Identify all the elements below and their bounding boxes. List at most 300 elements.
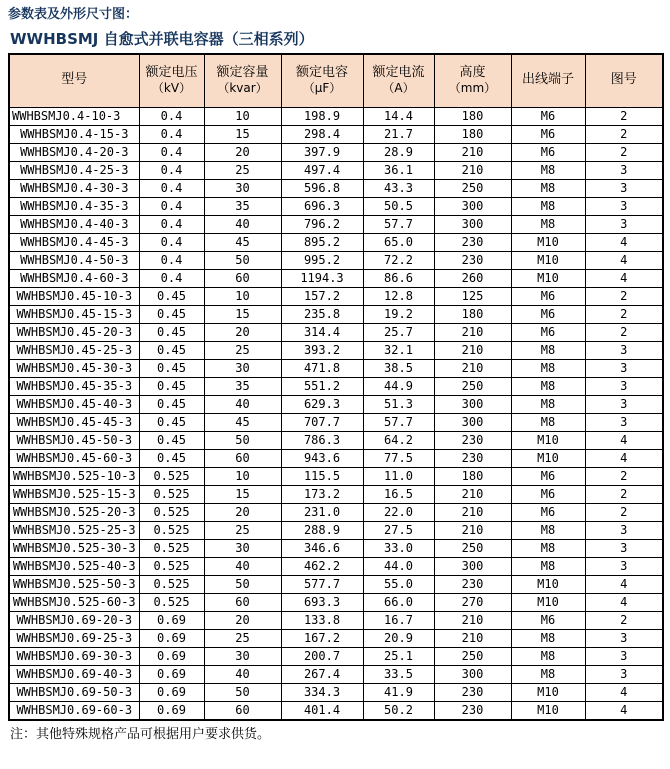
cell-rated-current: 50.2 <box>363 701 434 720</box>
cell-terminal: M10 <box>511 683 585 701</box>
cell-rated-capacity: 30 <box>204 359 281 377</box>
cell-terminal: M10 <box>511 575 585 593</box>
cell-rated-capacitance: 462.2 <box>281 557 363 575</box>
cell-figure-no: 2 <box>585 287 663 305</box>
cell-figure-no: 2 <box>585 485 663 503</box>
cell-rated-capacitance: 298.4 <box>281 125 363 143</box>
cell-rated-current: 12.8 <box>363 287 434 305</box>
cell-figure-no: 2 <box>585 107 663 125</box>
column-header-rated-capacity <box>204 54 281 108</box>
cell-rated-current: 44.0 <box>363 557 434 575</box>
column-header-terminal <box>511 54 585 108</box>
column-header-height <box>434 54 511 108</box>
cell-rated-current: 14.4 <box>363 107 434 125</box>
cell-figure-no: 3 <box>585 197 663 215</box>
cell-rated-voltage: 0.525 <box>139 557 204 575</box>
cell-height: 230 <box>434 233 511 251</box>
column-label: 型号 <box>61 72 88 88</box>
table-row <box>9 467 663 485</box>
cell-rated-capacity: 35 <box>204 197 281 215</box>
cell-rated-capacitance: 397.9 <box>281 143 363 161</box>
table-row <box>9 683 663 701</box>
cell-model: WWHBSMJ0.69-40-3 <box>9 665 139 683</box>
cell-height: 210 <box>434 629 511 647</box>
cell-figure-no: 2 <box>585 467 663 485</box>
cell-model: WWHBSMJ0.69-50-3 <box>9 683 139 701</box>
cell-rated-current: 38.5 <box>363 359 434 377</box>
cell-rated-capacitance: 198.9 <box>281 107 363 125</box>
cell-model: WWHBSMJ0.45-50-3 <box>9 431 139 449</box>
cell-rated-voltage: 0.525 <box>139 503 204 521</box>
column-unit: （mm） <box>448 81 497 96</box>
cell-model: WWHBSMJ0.4-60-3 <box>9 269 139 287</box>
cell-rated-capacity: 60 <box>204 269 281 287</box>
cell-rated-current: 55.0 <box>363 575 434 593</box>
cell-model: WWHBSMJ0.525-50-3 <box>9 575 139 593</box>
cell-rated-capacity: 20 <box>204 143 281 161</box>
cell-model: WWHBSMJ0.45-40-3 <box>9 395 139 413</box>
cell-height: 300 <box>434 665 511 683</box>
cell-rated-capacitance: 895.2 <box>281 233 363 251</box>
cell-figure-no: 3 <box>585 215 663 233</box>
cell-height: 300 <box>434 557 511 575</box>
table-row <box>9 287 663 305</box>
cell-figure-no: 2 <box>585 143 663 161</box>
cell-rated-current: 32.1 <box>363 341 434 359</box>
cell-model: WWHBSMJ0.69-60-3 <box>9 701 139 720</box>
page-title: 参数表及外形尺寸图： <box>8 7 139 22</box>
cell-height: 300 <box>434 413 511 431</box>
cell-rated-capacity: 30 <box>204 539 281 557</box>
column-header-model <box>9 54 139 108</box>
cell-rated-voltage: 0.4 <box>139 179 204 197</box>
cell-rated-current: 25.7 <box>363 323 434 341</box>
cell-rated-capacity: 20 <box>204 323 281 341</box>
cell-model: WWHBSMJ0.4-30-3 <box>9 179 139 197</box>
cell-rated-voltage: 0.69 <box>139 683 204 701</box>
column-label: 额定容量 <box>216 64 269 80</box>
cell-rated-capacitance: 796.2 <box>281 215 363 233</box>
cell-rated-capacity: 30 <box>204 647 281 665</box>
cell-model: WWHBSMJ0.525-40-3 <box>9 557 139 575</box>
cell-terminal: M10 <box>511 233 585 251</box>
cell-height: 250 <box>434 179 511 197</box>
column-unit: （kV） <box>151 81 192 96</box>
cell-figure-no: 4 <box>585 431 663 449</box>
table-row <box>9 611 663 629</box>
cell-rated-voltage: 0.45 <box>139 287 204 305</box>
cell-rated-capacitance: 629.3 <box>281 395 363 413</box>
table-row <box>9 557 663 575</box>
cell-height: 210 <box>434 161 511 179</box>
cell-rated-capacitance: 157.2 <box>281 287 363 305</box>
cell-rated-capacity: 20 <box>204 503 281 521</box>
cell-rated-current: 57.7 <box>363 413 434 431</box>
cell-height: 210 <box>434 611 511 629</box>
cell-model: WWHBSMJ0.69-20-3 <box>9 611 139 629</box>
cell-model: WWHBSMJ0.525-15-3 <box>9 485 139 503</box>
cell-rated-capacitance: 346.6 <box>281 539 363 557</box>
cell-terminal: M6 <box>511 107 585 125</box>
cell-height: 230 <box>434 683 511 701</box>
cell-model: WWHBSMJ0.45-35-3 <box>9 377 139 395</box>
cell-figure-no: 2 <box>585 611 663 629</box>
cell-figure-no: 3 <box>585 377 663 395</box>
cell-rated-current: 65.0 <box>363 233 434 251</box>
cell-rated-capacity: 50 <box>204 431 281 449</box>
cell-height: 300 <box>434 215 511 233</box>
cell-terminal: M8 <box>511 413 585 431</box>
cell-rated-capacity: 10 <box>204 467 281 485</box>
column-header-rated-capacitance <box>281 54 363 108</box>
column-label: 高度 <box>459 64 486 80</box>
cell-rated-current: 36.1 <box>363 161 434 179</box>
cell-model: WWHBSMJ0.45-20-3 <box>9 323 139 341</box>
cell-rated-capacity: 15 <box>204 305 281 323</box>
cell-rated-capacitance: 471.8 <box>281 359 363 377</box>
cell-figure-no: 3 <box>585 341 663 359</box>
cell-rated-current: 16.5 <box>363 485 434 503</box>
cell-rated-capacitance: 334.3 <box>281 683 363 701</box>
cell-figure-no: 3 <box>585 521 663 539</box>
cell-figure-no: 3 <box>585 647 663 665</box>
cell-rated-capacitance: 133.8 <box>281 611 363 629</box>
capacitor-spec-table <box>8 53 664 721</box>
cell-height: 250 <box>434 647 511 665</box>
cell-rated-current: 20.9 <box>363 629 434 647</box>
table-row <box>9 215 663 233</box>
table-row <box>9 629 663 647</box>
cell-rated-current: 72.2 <box>363 251 434 269</box>
cell-terminal: M6 <box>511 485 585 503</box>
cell-rated-capacity: 35 <box>204 377 281 395</box>
cell-figure-no: 4 <box>585 233 663 251</box>
cell-rated-capacity: 10 <box>204 287 281 305</box>
cell-terminal: M10 <box>511 701 585 720</box>
cell-rated-voltage: 0.4 <box>139 125 204 143</box>
cell-rated-current: 33.5 <box>363 665 434 683</box>
cell-figure-no: 3 <box>585 665 663 683</box>
cell-terminal: M8 <box>511 161 585 179</box>
cell-figure-no: 3 <box>585 413 663 431</box>
cell-rated-voltage: 0.4 <box>139 161 204 179</box>
cell-rated-capacitance: 707.7 <box>281 413 363 431</box>
cell-rated-capacity: 50 <box>204 683 281 701</box>
table-row <box>9 377 663 395</box>
cell-rated-voltage: 0.45 <box>139 359 204 377</box>
cell-height: 300 <box>434 197 511 215</box>
cell-terminal: M6 <box>511 323 585 341</box>
cell-model: WWHBSMJ0.4-20-3 <box>9 143 139 161</box>
column-unit: （A） <box>382 81 415 96</box>
cell-rated-capacitance: 551.2 <box>281 377 363 395</box>
cell-rated-capacity: 60 <box>204 593 281 611</box>
cell-rated-capacitance: 401.4 <box>281 701 363 720</box>
cell-rated-voltage: 0.45 <box>139 449 204 467</box>
cell-terminal: M10 <box>511 269 585 287</box>
table-row <box>9 431 663 449</box>
cell-model: WWHBSMJ0.69-25-3 <box>9 629 139 647</box>
cell-rated-current: 25.1 <box>363 647 434 665</box>
cell-rated-current: 50.5 <box>363 197 434 215</box>
cell-rated-capacitance: 693.3 <box>281 593 363 611</box>
cell-rated-capacity: 45 <box>204 233 281 251</box>
column-header-figure-no <box>585 54 663 108</box>
cell-rated-current: 41.9 <box>363 683 434 701</box>
cell-height: 230 <box>434 251 511 269</box>
cell-rated-capacitance: 288.9 <box>281 521 363 539</box>
cell-figure-no: 4 <box>585 683 663 701</box>
cell-rated-voltage: 0.4 <box>139 107 204 125</box>
cell-rated-voltage: 0.525 <box>139 575 204 593</box>
cell-rated-capacity: 60 <box>204 701 281 720</box>
cell-model: WWHBSMJ0.4-40-3 <box>9 215 139 233</box>
column-label: 额定电容 <box>295 64 348 80</box>
cell-terminal: M6 <box>511 143 585 161</box>
cell-terminal: M10 <box>511 251 585 269</box>
cell-rated-capacitance: 995.2 <box>281 251 363 269</box>
cell-rated-capacitance: 497.4 <box>281 161 363 179</box>
cell-height: 125 <box>434 287 511 305</box>
table-row <box>9 269 663 287</box>
cell-rated-current: 16.7 <box>363 611 434 629</box>
cell-rated-capacity: 45 <box>204 413 281 431</box>
cell-figure-no: 3 <box>585 179 663 197</box>
table-row <box>9 161 663 179</box>
cell-height: 180 <box>434 125 511 143</box>
cell-terminal: M8 <box>511 179 585 197</box>
cell-rated-capacity: 15 <box>204 125 281 143</box>
cell-model: WWHBSMJ0.4-15-3 <box>9 125 139 143</box>
cell-rated-current: 64.2 <box>363 431 434 449</box>
cell-figure-no: 2 <box>585 503 663 521</box>
cell-rated-capacity: 50 <box>204 575 281 593</box>
cell-terminal: M6 <box>511 125 585 143</box>
cell-rated-current: 43.3 <box>363 179 434 197</box>
cell-rated-current: 11.0 <box>363 467 434 485</box>
table-row <box>9 449 663 467</box>
cell-terminal: M8 <box>511 539 585 557</box>
cell-rated-capacity: 25 <box>204 161 281 179</box>
table-row <box>9 575 663 593</box>
column-header-rated-current <box>363 54 434 108</box>
cell-figure-no: 4 <box>585 701 663 720</box>
cell-height: 260 <box>434 269 511 287</box>
cell-terminal: M6 <box>511 305 585 323</box>
cell-height: 210 <box>434 143 511 161</box>
cell-height: 210 <box>434 503 511 521</box>
cell-terminal: M8 <box>511 521 585 539</box>
cell-model: WWHBSMJ0.45-25-3 <box>9 341 139 359</box>
cell-model: WWHBSMJ0.525-60-3 <box>9 593 139 611</box>
cell-rated-capacity: 20 <box>204 611 281 629</box>
cell-rated-current: 21.7 <box>363 125 434 143</box>
cell-model: WWHBSMJ0.45-10-3 <box>9 287 139 305</box>
cell-terminal: M6 <box>511 467 585 485</box>
cell-model: WWHBSMJ0.45-30-3 <box>9 359 139 377</box>
cell-terminal: M6 <box>511 611 585 629</box>
cell-terminal: M8 <box>511 557 585 575</box>
cell-rated-voltage: 0.45 <box>139 323 204 341</box>
column-header-rated-voltage <box>139 54 204 108</box>
cell-rated-capacity: 25 <box>204 341 281 359</box>
cell-model: WWHBSMJ0.4-50-3 <box>9 251 139 269</box>
cell-rated-capacitance: 115.5 <box>281 467 363 485</box>
cell-height: 180 <box>434 107 511 125</box>
cell-rated-capacitance: 231.0 <box>281 503 363 521</box>
cell-rated-capacitance: 167.2 <box>281 629 363 647</box>
table-row <box>9 359 663 377</box>
cell-rated-capacity: 60 <box>204 449 281 467</box>
cell-height: 230 <box>434 449 511 467</box>
cell-rated-current: 66.0 <box>363 593 434 611</box>
table-row <box>9 125 663 143</box>
cell-model: WWHBSMJ0.4-45-3 <box>9 233 139 251</box>
cell-terminal: M6 <box>511 503 585 521</box>
cell-terminal: M10 <box>511 593 585 611</box>
table-row <box>9 251 663 269</box>
cell-rated-capacity: 40 <box>204 665 281 683</box>
cell-rated-voltage: 0.69 <box>139 629 204 647</box>
header-row <box>9 54 663 108</box>
cell-height: 250 <box>434 539 511 557</box>
cell-rated-voltage: 0.4 <box>139 215 204 233</box>
table-row <box>9 701 663 720</box>
column-label: 图号 <box>610 72 637 88</box>
cell-figure-no: 3 <box>585 539 663 557</box>
cell-rated-capacity: 25 <box>204 629 281 647</box>
cell-rated-capacitance: 1194.3 <box>281 269 363 287</box>
cell-rated-capacity: 30 <box>204 179 281 197</box>
cell-height: 180 <box>434 467 511 485</box>
cell-rated-capacitance: 943.6 <box>281 449 363 467</box>
cell-height: 300 <box>434 395 511 413</box>
cell-rated-voltage: 0.45 <box>139 431 204 449</box>
cell-figure-no: 4 <box>585 251 663 269</box>
cell-rated-capacitance: 786.3 <box>281 431 363 449</box>
table-row <box>9 647 663 665</box>
cell-rated-current: 33.0 <box>363 539 434 557</box>
cell-rated-voltage: 0.69 <box>139 701 204 720</box>
cell-rated-capacity: 40 <box>204 215 281 233</box>
cell-rated-capacity: 10 <box>204 107 281 125</box>
cell-terminal: M8 <box>511 395 585 413</box>
cell-rated-current: 28.9 <box>363 143 434 161</box>
cell-rated-voltage: 0.4 <box>139 251 204 269</box>
cell-figure-no: 3 <box>585 359 663 377</box>
cell-rated-voltage: 0.4 <box>139 269 204 287</box>
cell-rated-capacitance: 267.4 <box>281 665 363 683</box>
cell-terminal: M6 <box>511 287 585 305</box>
cell-figure-no: 4 <box>585 575 663 593</box>
table-row <box>9 197 663 215</box>
cell-rated-current: 44.9 <box>363 377 434 395</box>
table-row <box>9 521 663 539</box>
cell-rated-capacitance: 314.4 <box>281 323 363 341</box>
cell-terminal: M8 <box>511 215 585 233</box>
cell-rated-current: 57.7 <box>363 215 434 233</box>
cell-rated-voltage: 0.525 <box>139 467 204 485</box>
cell-rated-voltage: 0.45 <box>139 377 204 395</box>
cell-figure-no: 4 <box>585 449 663 467</box>
cell-rated-voltage: 0.4 <box>139 143 204 161</box>
cell-model: WWHBSMJ0.525-10-3 <box>9 467 139 485</box>
cell-height: 210 <box>434 359 511 377</box>
table-body <box>9 107 663 720</box>
cell-terminal: M8 <box>511 665 585 683</box>
table-row <box>9 485 663 503</box>
cell-figure-no: 3 <box>585 557 663 575</box>
cell-rated-voltage: 0.4 <box>139 233 204 251</box>
table-row <box>9 233 663 251</box>
cell-height: 230 <box>434 575 511 593</box>
cell-rated-capacity: 25 <box>204 521 281 539</box>
cell-rated-voltage: 0.525 <box>139 539 204 557</box>
cell-height: 210 <box>434 341 511 359</box>
column-label: 出线端子 <box>521 72 574 88</box>
cell-rated-capacitance: 393.2 <box>281 341 363 359</box>
cell-rated-capacity: 40 <box>204 395 281 413</box>
table-row <box>9 413 663 431</box>
cell-model: WWHBSMJ0.525-30-3 <box>9 539 139 557</box>
cell-terminal: M8 <box>511 197 585 215</box>
cell-height: 180 <box>434 305 511 323</box>
cell-figure-no: 2 <box>585 323 663 341</box>
column-unit: （kvar） <box>217 81 268 96</box>
cell-model: WWHBSMJ0.525-25-3 <box>9 521 139 539</box>
cell-height: 250 <box>434 377 511 395</box>
cell-rated-voltage: 0.45 <box>139 341 204 359</box>
cell-height: 230 <box>434 701 511 720</box>
cell-rated-current: 27.5 <box>363 521 434 539</box>
cell-terminal: M8 <box>511 377 585 395</box>
cell-figure-no: 3 <box>585 395 663 413</box>
cell-rated-current: 77.5 <box>363 449 434 467</box>
cell-rated-capacitance: 200.7 <box>281 647 363 665</box>
table-row <box>9 305 663 323</box>
cell-height: 210 <box>434 485 511 503</box>
cell-rated-current: 19.2 <box>363 305 434 323</box>
cell-rated-current: 86.6 <box>363 269 434 287</box>
cell-model: WWHBSMJ0.45-45-3 <box>9 413 139 431</box>
cell-model: WWHBSMJ0.69-30-3 <box>9 647 139 665</box>
cell-rated-current: 22.0 <box>363 503 434 521</box>
cell-model: WWHBSMJ0.4-35-3 <box>9 197 139 215</box>
cell-figure-no: 2 <box>585 125 663 143</box>
cell-rated-voltage: 0.45 <box>139 413 204 431</box>
cell-rated-voltage: 0.525 <box>139 521 204 539</box>
cell-figure-no: 4 <box>585 593 663 611</box>
cell-terminal: M8 <box>511 359 585 377</box>
cell-rated-capacitance: 696.3 <box>281 197 363 215</box>
table-row <box>9 179 663 197</box>
cell-rated-current: 51.3 <box>363 395 434 413</box>
column-label: 额定电流 <box>372 64 425 80</box>
cell-rated-voltage: 0.4 <box>139 197 204 215</box>
cell-figure-no: 3 <box>585 161 663 179</box>
cell-figure-no: 4 <box>585 269 663 287</box>
cell-terminal: M8 <box>511 341 585 359</box>
cell-terminal: M10 <box>511 449 585 467</box>
cell-rated-voltage: 0.69 <box>139 665 204 683</box>
table-row <box>9 665 663 683</box>
cell-height: 210 <box>434 323 511 341</box>
cell-model: WWHBSMJ0.4-25-3 <box>9 161 139 179</box>
cell-rated-voltage: 0.525 <box>139 593 204 611</box>
footnote: 注：其他特殊规格产品可根据用户要求供货。 <box>10 726 271 742</box>
cell-model: WWHBSMJ0.45-60-3 <box>9 449 139 467</box>
table-row <box>9 395 663 413</box>
